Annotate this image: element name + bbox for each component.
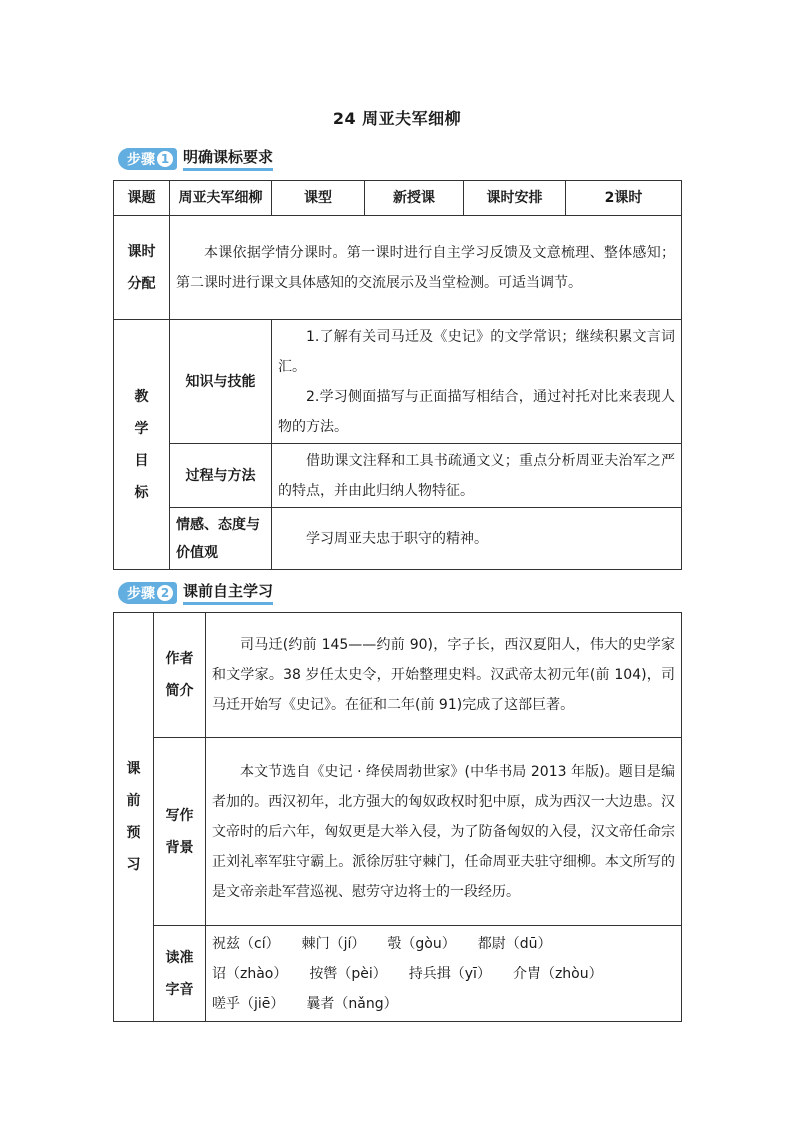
preview-table [113, 612, 682, 1022]
table-row [114, 181, 682, 216]
author-label-line: 作者 [165, 651, 194, 667]
table-row [114, 444, 682, 508]
step2-number: 2 [157, 585, 173, 601]
author-text: 司马迁(约前 145——约前 90)，字子长，西汉夏阳人，伟大的史学家和文学家。38 岁任太史令，开始整理史料。汉武帝太初元年(前 104)，司马迁开始写《史记》。在征和二年(前 91)完成了这部巨著。 [206, 613, 682, 738]
author-label-line: 简介 [165, 683, 194, 699]
curriculum-table [113, 180, 682, 570]
goal-process-label: 过程与方法 [170, 444, 272, 508]
goal-item: 2.学习侧面描写与正面描写相结合，通过衬托对比来表现人物的方法。 [278, 388, 675, 435]
pronunciation-line [212, 929, 675, 959]
table-row [114, 613, 682, 738]
table-row [114, 926, 682, 1022]
pronunciation-list [206, 926, 682, 1022]
author-label [154, 613, 206, 738]
goals-label-char: 教 [134, 388, 149, 405]
pronunciation-item: 嗟乎（jiē） [212, 995, 285, 1012]
goals-label-char: 标 [134, 484, 149, 501]
step1-heading: 明确课标要求 [183, 147, 273, 171]
goals-label-char: 学 [134, 420, 149, 437]
cell-type-value: 新授课 [365, 181, 464, 216]
preview-section-label [114, 613, 154, 1022]
goals-label [114, 320, 170, 570]
background-label-line: 背景 [165, 839, 194, 856]
goal-item: 1.了解有关司马迁及《史记》的文学常识；继续积累文言词汇。 [278, 328, 675, 375]
pronunciation-item: 棘门（jí） [301, 935, 366, 952]
goal-knowledge-label: 知识与技能 [170, 320, 272, 444]
step1-badge-label: 步骤 [127, 152, 155, 168]
pronunciation-item: 祝兹（cí） [212, 935, 280, 952]
pronunciation-label-line: 字音 [165, 981, 194, 998]
pronunciation-item: 彀（gòu） [387, 935, 456, 952]
pronunciation-item: 曩者（nǎng） [306, 995, 398, 1012]
pronunciation-item: 诏（zhào） [212, 965, 288, 982]
table-row [114, 508, 682, 570]
pronunciation-item: 介胄（zhòu） [512, 965, 603, 982]
alloc-label [114, 216, 170, 320]
alloc-text: 本课依据学情分课时。第一课时进行自主学习反馈及文意梳理、整体感知；第二课时进行课文具体感知的交流展示及当堂检测。可适当调节。 [170, 216, 682, 320]
cell-topic-label: 课题 [114, 181, 170, 216]
pronunciation-item: 持兵揖（yī） [408, 965, 491, 982]
pronunciation-line [212, 959, 675, 989]
goals-label-char: 目 [134, 452, 149, 469]
preview-label-char: 课 [126, 761, 141, 777]
pronunciation-item: 都尉（dū） [477, 935, 552, 952]
pronunciation-label [154, 926, 206, 1022]
background-text: 本文节选自《史记 · 绛侯周勃世家》(中华书局 2013 年版)。题目是编者加的。西汉初年，北方强大的匈奴政权时犯中原，成为西汉一大边患。汉文帝时的后六年，匈奴更是大举入侵，为了防备匈奴的入侵，汉文帝任命宗正刘礼率军驻守霸上。派徐厉驻守棘门，任命周亚夫驻守细柳。本文所写的是文帝亲赴军营巡视、慰劳守边将士的一段经历。 [206, 738, 682, 926]
table-row [114, 320, 682, 444]
goal-attitude-text: 学习周亚夫忠于职守的精神。 [272, 508, 682, 570]
goal-attitude-label-line: 情感、态度与 [176, 516, 260, 533]
cell-topic-value: 周亚夫军细柳 [170, 181, 272, 216]
alloc-label-line: 分配 [127, 275, 156, 292]
step2-badge-label: 步骤 [127, 586, 155, 602]
step2-heading: 课前自主学习 [183, 581, 273, 605]
page-title: 24 周亚夫军细柳 [332, 109, 462, 128]
step1-number: 1 [157, 151, 173, 167]
goal-process-text: 借助课文注释和工具书疏通文义；重点分析周亚夫治军之严的特点，并由此归纳人物特征。 [272, 444, 682, 508]
cell-type-label: 课型 [272, 181, 365, 216]
preview-label-char: 习 [126, 857, 141, 873]
pronunciation-label-line: 读准 [165, 949, 194, 966]
step2-header [118, 580, 273, 606]
background-label-line: 写作 [165, 807, 194, 824]
table-row [114, 738, 682, 926]
background-label [154, 738, 206, 926]
goal-knowledge-text [272, 320, 682, 444]
goal-attitude-label [170, 508, 272, 570]
pronunciation-item: 按辔（pèi） [309, 965, 387, 982]
alloc-label-line: 课时 [127, 243, 156, 260]
cell-schedule-label: 课时安排 [464, 181, 566, 216]
pronunciation-line [212, 989, 675, 1019]
cell-schedule-value: 2课时 [566, 181, 682, 216]
preview-label-char: 前 [126, 793, 141, 809]
step1-badge [118, 148, 177, 170]
table-row [114, 216, 682, 320]
step1-header [118, 146, 273, 172]
preview-label-char: 预 [126, 825, 141, 841]
goal-attitude-label-line: 价值观 [176, 544, 218, 561]
step2-badge [118, 582, 177, 604]
